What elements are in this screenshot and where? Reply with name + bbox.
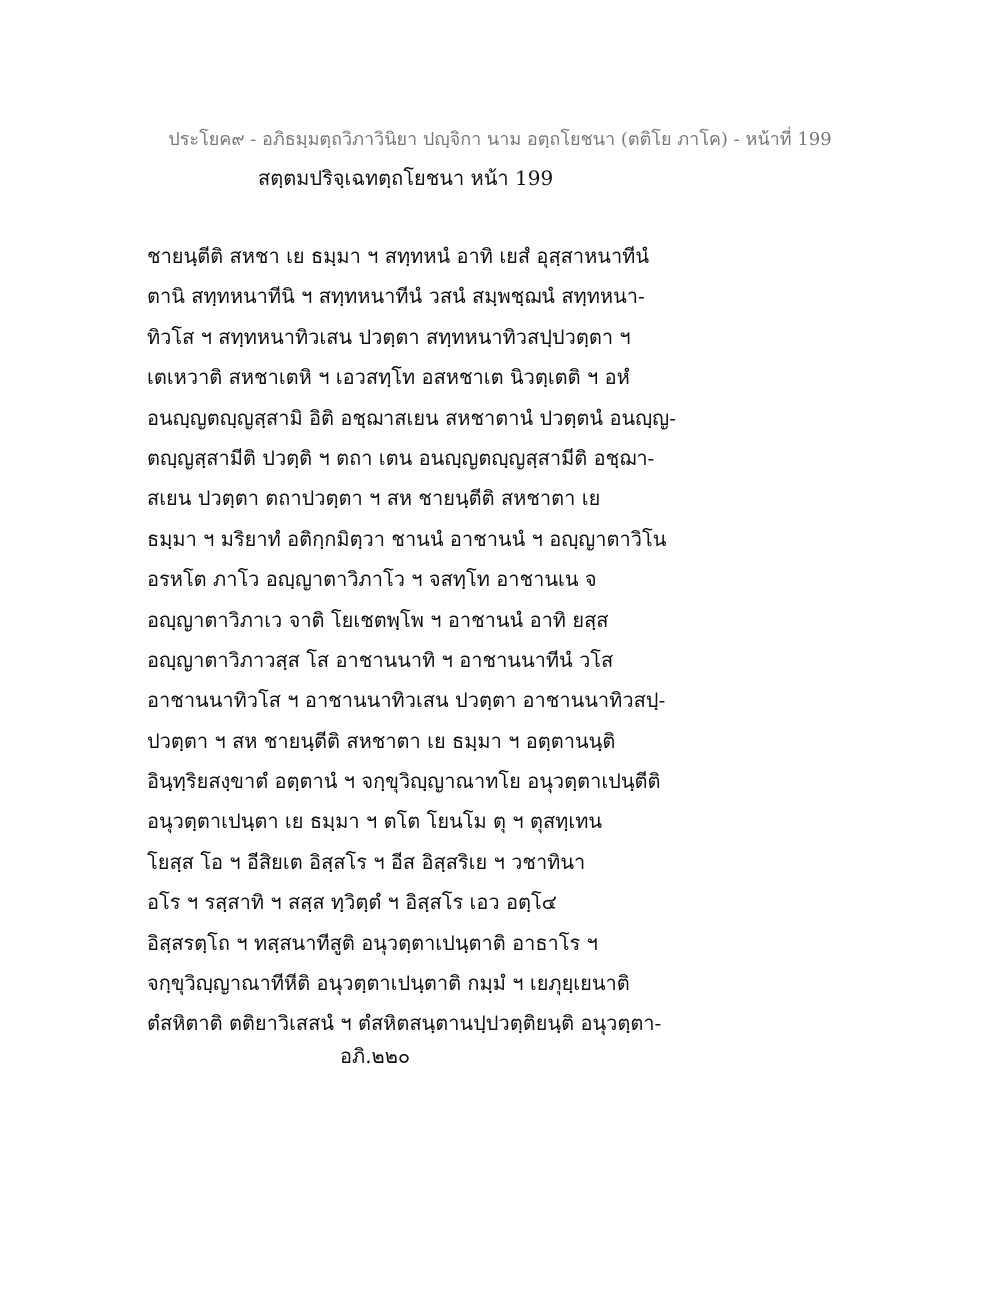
text-line: ชายนฺตีติ สหชา เย ธมฺมา ฯ สทฺทหนํ อาทิ เยสํ อุสฺสาหนาทีนํ <box>147 244 650 268</box>
text-line: สเยน ปวตฺตา ตถาปวตฺตา ฯ สห ชายนฺตีติ สหชาตา เย <box>147 486 601 511</box>
page-number: อภิ.๒๒๐ <box>340 1044 411 1068</box>
text-line: อญฺญาตาวิภาเว จาติ โยเชตพฺโพ ฯ อาชานนํ อาทิ ยสฺส <box>147 607 609 632</box>
text-line: จกฺขุวิญฺญาณาทีหีติ อนุวตฺตาเปนฺตาติ กมฺมํ ฯ เยภุยฺเยนาติ <box>147 971 630 996</box>
text-line: อาชานนาทิวโส ฯ อาชานนาทิวเสน ปวตฺตา อาชานนาทิวสปฺ- <box>147 688 666 713</box>
text-line: เตเหวาติ สหชาเตหิ ฯ เอวสทฺโท อสหชาเต นิวตฺเตติ ฯ อหํ <box>147 365 630 390</box>
section-title: สตฺตมปริจฺเฉทตฺถโยชนา หน้า 199 <box>258 166 554 190</box>
text-line: อนญฺญตญฺญสฺสามิ อิติ อชฺฌาสเยน สหชาตานํ ปวตฺตนํ อนญฺญ- <box>147 405 676 430</box>
text-line: อโร ฯ รสฺสาทิ ฯ สสฺส ทฺวิตฺตํ ฯ อิสฺสโร เอว อตฺโ๔ <box>147 890 557 915</box>
text-line: ตานิ สทฺทหนาทีนิ ฯ สทฺทหนาทีนํ วสนํ สมฺพชฺฌนํ สทฺทหนา- <box>147 284 645 309</box>
text-line: อนุวตฺตาเปนฺตา เย ธมฺมา ฯ ตโต โยนโม ตุ ฯ ตุสทฺเทน <box>147 809 603 834</box>
text-line: ปวตฺตา ฯ สห ชายนฺตีติ สหชาตา เย ธมฺมา ฯ อตฺตานนฺติ <box>147 728 616 753</box>
text-line: ทิวโส ฯ สทฺทหนาทิวเสน ปวตฺตา สทฺทหนาทิวสปฺปวตฺตา ฯ <box>147 324 631 349</box>
text-line: ตํสหิตาติ ตติยาวิเสสนํ ฯ ตํสหิตสนฺตานปฺปวตฺติยนฺติ อนุวตฺตา- <box>147 1011 662 1036</box>
text-line: โยสฺส โอ ฯ อีสิยเต อิสฺสโร ฯ อีส อิสฺสริเย ฯ วชาทินา <box>147 849 586 874</box>
text-line: ตญฺญสฺสามีติ ปวตฺติ ฯ ตถา เตน อนญฺญตญฺญสฺสามีติ อชฺฌา- <box>147 445 655 470</box>
text-line: ธมฺมา ฯ มริยาทํ อติกฺกมิตฺวา ชานนํ อาชานนํ ฯ อญฺญาตาวิโน <box>147 526 667 551</box>
text-line: อรหโต ภาโว อญฺญาตาวิภาโว ฯ จสทฺโท อาชานเน จ <box>147 567 597 592</box>
body-text <box>147 236 677 1044</box>
text-line: อญฺญาตาวิภาวสฺส โส อาชานนาทิ ฯ อาชานนาทีนํ วโส <box>147 647 614 672</box>
text-line: อิสฺสรตฺโถ ฯ ทสฺสนาทีสูติ อนุวตฺตาเปนฺตาติ อาธาโร ฯ <box>147 930 598 955</box>
text-line: อินฺทฺริยสงฺขาตํ อตฺตานํ ฯ จกฺขุวิญฺญาณาทโย อนุวตฺตาเปนฺตีติ <box>147 769 661 794</box>
running-header: ประโยค๙ - อภิธมฺมตฺถวิภาวินิยา ปญฺจิกา นาม อตฺถโยชนา (ตติโย ภาโค) - หน้าที่ 199 <box>168 129 832 150</box>
